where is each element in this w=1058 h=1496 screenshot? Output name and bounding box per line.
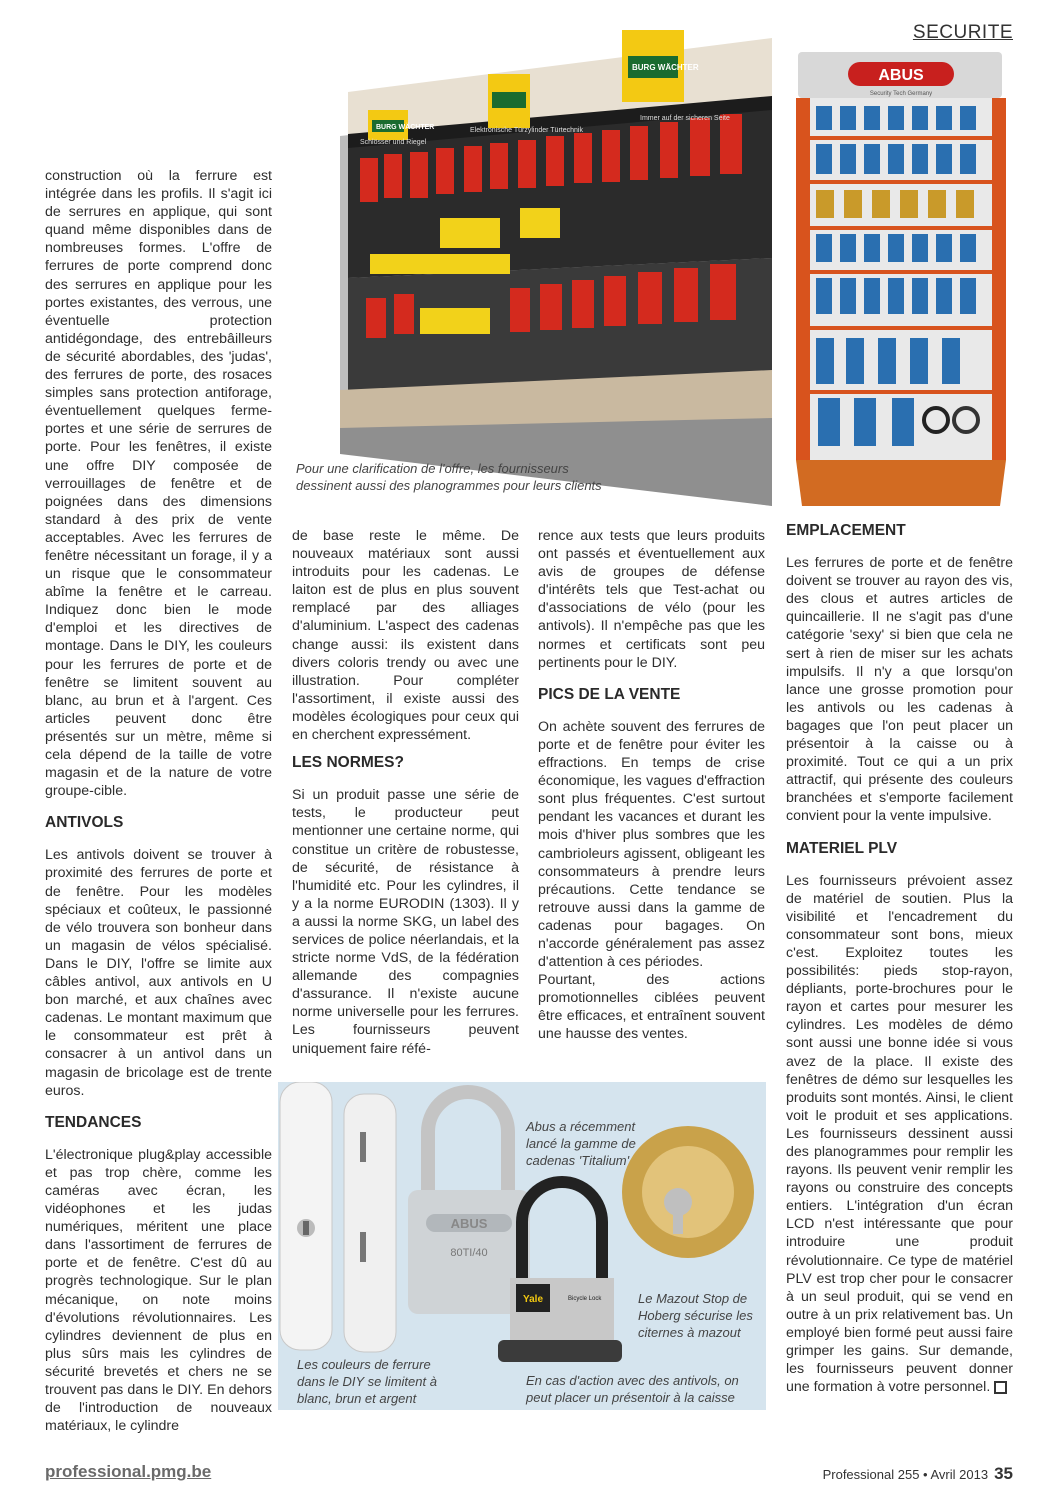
- heading-emplacement: EMPLACEMENT: [786, 522, 906, 539]
- caption-mazout: Le Mazout Stop de Hoberg sécurise les citernes à mazout: [638, 1291, 753, 1340]
- col2-intro: de base reste le même. De nouveaux matériaux sont aussi introduits pour les cadenas. Le laiton est de plus en plus souvent remplacé par des alliages d'aluminium. L'aspect des cadenas change aussi: ils existent dans divers coloris trendy ou avec une illustration. Pour compléter l'assortiment, il existe aussi des modèles écologiques pour ceux qui en cherchent expressément.: [292, 528, 519, 744]
- caption-display: Pour une clarification de l'offre, les fournisseurs dessinent aussi des planogrammes pour leurs clients: [296, 461, 602, 493]
- padlock-brand: ABUS: [450, 1216, 488, 1231]
- strip-label-1: Schlösser und Riegel: [360, 139, 427, 146]
- heading-antivols: ANTIVOLS: [45, 814, 124, 832]
- ulock-label: Bicycle Lock: [568, 1296, 602, 1302]
- footer-url[interactable]: professional.pmg.be: [45, 1462, 212, 1481]
- caption-abus: Abus a récemment lancé la gamme de cadenas 'Titalium': [526, 1119, 636, 1168]
- column-4: [786, 522, 1013, 1396]
- caption-ferrure: Les couleurs de ferrure dans le DIY se limitent à blanc, brun et argent: [297, 1357, 437, 1406]
- heading-pics: PICS DE LA VENTE: [538, 685, 681, 703]
- heading-materiel: MATERIEL PLV: [786, 839, 898, 857]
- strip-label-3: Immer auf der sicheren Seite: [640, 115, 730, 122]
- heading-normes: LES NORMES?: [292, 754, 404, 772]
- abus-sub: Security Tech Germany: [869, 91, 933, 97]
- abus-display-photo: [788, 48, 1014, 506]
- issue-text: Professional 255 • Avril 2013: [822, 1467, 989, 1482]
- col4-materiel-text: Les fournisseurs prévoient assez de matériel de soutien. Plus la visibilité et l'encadrement du consommateur sont bons, mieux c'est. Exploitez toutes les possibilités: pieds stop-rayon, dépliants, porte-brochures pour le rayon et cartes pour mesurer les cylindres. Les modèles de démo sont aussi une bonne idée si vous avez de la place. Il existe des fenêtres de démo sur lesquelles les produits sont montés. Ainsi, le client voit le produit et ses applications. Les fournisseurs dessinent aussi des planogrammes pour remplir les rayons. Ils peuvent venir remplir les rayons ou construire des concepts entiers. L'intégration d'un écran LCD n'est intéressante que pour introduire une produit révolutionnaire. Ce type de matériel PLV est trop cher pour le consacrer à un seul produit, qui se vend en outre à un prix relativement bas. Un employé bien formé peut aussi faire grimper les gains. Sur demande, les fournisseurs peuvent donner une formation à votre personnel.: [786, 872, 1013, 1396]
- footer-issue: [823, 1464, 1013, 1484]
- col1-intro: construction où la ferrure est intégrée dans les profils. Il s'agit ici de serrures en applique, qui sont quand même disponibles dans de nombreuses formes. L'offre de ferrures de porte comprend donc des serrures en applique pour les portes existantes, des verrous, une éventuelle protection antidégondage, des entrebâilleurs de sécurité abordables, des 'judas', des ferrures de porte, des rosaces simples sans protection antiforage, éventuellement quelques ferme-portes et une série de serrures de porte. Pour les fenêtres, il existe une offre DIY composée de verrouillages de fenêtre et de poignées dans des dimensions standard à des prix de vente acceptables. Avec les ferrures de fenêtre nécessitant un forage, il y a un risque que le consommateur abîme la fenêtre et le carreau. Indiquez donc bien le mode d'emploi et les directives de montage. Dans le DIY, les couleurs pour les ferrures de porte et de fenêtre se limitent souvent au blanc, au brun et à l'argent. Ces articles peuvent donc être présentés sur un mètre, même si cela dépend de la taille de votre magasin et de la nature de votre groupe-cible.: [45, 168, 272, 800]
- padlock-model: 80TI/40: [450, 1247, 488, 1259]
- col2-normes: Si un produit passe une série de tests, le producteur peut mentionner une certaine norme, qui constitue un critère de robustesse, de sécurité, de résistance à l'humidité etc. Pour les cylindres, il y a la norme EURODIN (1303). Il y a aussi la norme SKG, un label des services de police néerlandais, et la stricte norme VdS, de la fédération allemande des compagnies d'assurance. Il n'existe aucune norme universelle pour les ferrures. Les fournisseurs peuvent uniquement faire réfé-: [292, 787, 519, 1057]
- end-mark-icon: [994, 1381, 1007, 1394]
- col1-antivols: Les antivols doivent se trouver à proximité des ferrures de porte et de fenêtre. Pour les modèles spéciaux et coûteux, le passionné de vélo trouvera son bonheur dans un magasin de vélos spécialisé. Dans le DIY, l'offre se limite aux câbles antivol, aux antivols en U bon marché, et aux chaînes avec cadenas. Le montant maximum que le consommateur est prêt à consacrer à un antivol dans un magasin de bricolage est de trente euros.: [45, 847, 272, 1099]
- col1-tendances: L'électronique plug&play accessible et pas trop chère, comme les caméras avec écran, les vidéophones et les judas numériques, méritent une place dans l'assortiment de ferrures de porte et de fenêtre. C'est dû au progrès technologique. Sur le plan mécanique, on note moins d'évolutions révolutionnaires. Les cylindres deviennent de plus en plus sûrs mais les cylindres de sécurité brevetés et chers ne se trouvent pas dans le DIY. En dehors de l'introduction de nouveaux matériaux, le cylindre: [45, 1146, 272, 1435]
- column-3: [538, 527, 765, 1044]
- col4-materiel: [786, 872, 1013, 1397]
- burg-sign-1: BURG WÄCHTER: [376, 124, 435, 131]
- yale-logo: Yale: [522, 1294, 544, 1305]
- col4-emplacement: Les ferrures de porte et de fenêtre doivent se trouver au rayon des vis, des clous et autres articles de quincaillerie. Il ne s'agit pas d'une catégorie 'sexy' si bien que cela ne sert à rien de miser sur les achats impulsifs. Il n'y a que lorsqu'on lance une grosse promotion pour les antivols ou les cadenas à bagages que l'on peut placer un présentoir à la caisse ou à proximité. Tout ce qui a un prix attractif, qui présente des couleurs branchées et s'emporte facilement convient pour la vente impulsive.: [786, 555, 1013, 825]
- page-number: 35: [994, 1464, 1013, 1483]
- caption-antivol: En cas d'action avec des antivols, on peut placer un présentoir à la caisse: [526, 1373, 739, 1405]
- burg-sign-2: BURG WÄCHTER: [632, 63, 699, 72]
- strip-label-2: Elektronische Türzylinder Türtechnik: [470, 127, 583, 134]
- heading-tendances: TENDANCES: [45, 1113, 142, 1131]
- abus-logo: ABUS: [878, 67, 924, 84]
- section-tag: SECURITE: [912, 22, 1013, 43]
- col3-pics-2: Pourtant, des actions promotionnelles ciblées peuvent être efficaces, et entraînent souvent une hausse des ventes.: [538, 972, 765, 1043]
- col3-pics-1: On achète souvent des ferrures de porte et de fenêtre pour éviter les effractions. En temps de crise économique, les vagues d'effraction sont plus fréquentes. C'est surtout pendant les vacances et durant les mois d'hiver plus sombres que les cambrioleurs agissent, obligeant les consommateurs à prendre leurs précautions. Cette tendance se retrouve aussi dans la gamme de cadenas pour bagages. On n'accorde généralement pas assez d'attention à ces périodes.: [538, 718, 765, 971]
- column-1: [45, 167, 272, 1435]
- column-2: [292, 527, 519, 1058]
- burg-waechter-display-photo: [340, 18, 772, 506]
- col3-intro: rence aux tests que leurs produits ont passés et éventuellement aux avis de groupes de défense d'intérêts tels que Test-achat ou d'associations de vélo (pour les antivols). Il n'empêche pas que les normes et certificats sont peu pertinents pour le DIY.: [538, 528, 765, 671]
